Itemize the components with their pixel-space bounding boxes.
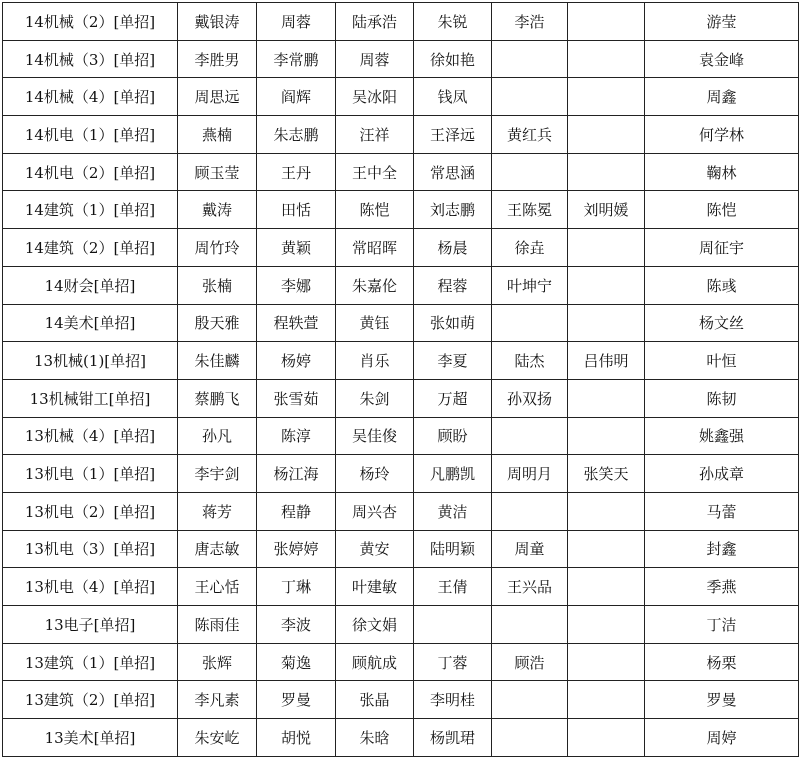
roster-body [3,3,799,757]
class-name-cell: 13机械钳工[单招] [3,379,178,417]
student-name-cell: 周兴杏 [336,492,414,530]
student-name-cell: 阎辉 [257,78,336,116]
student-name-cell: 凡鹏凯 [414,455,492,493]
teacher-name-cell: 袁金峰 [645,40,799,78]
teacher-name-cell: 陈韧 [645,379,799,417]
student-name-cell: 李明桂 [414,681,492,719]
student-name-cell: 陆明颖 [414,530,492,568]
student-name-cell: 菊逸 [257,643,336,681]
table-row [3,492,799,530]
class-name-cell: 13机械(1)[单招] [3,342,178,380]
student-name-cell: 杨江海 [257,455,336,493]
student-name-cell: 程轶萱 [257,304,336,342]
class-name-cell: 13机电（1）[单招] [3,455,178,493]
student-name-cell: 李夏 [414,342,492,380]
student-name-cell: 顾玉莹 [178,153,257,191]
student-name-cell: 唐志敏 [178,530,257,568]
student-name-cell: 周童 [492,530,568,568]
class-name-cell: 13电子[单招] [3,606,178,644]
student-name-cell [492,681,568,719]
teacher-name-cell: 封鑫 [645,530,799,568]
student-name-cell: 周蓉 [257,3,336,41]
table-row [3,40,799,78]
student-name-cell: 周思远 [178,78,257,116]
student-name-cell: 罗曼 [257,681,336,719]
student-name-cell: 周蓉 [336,40,414,78]
student-name-cell [492,492,568,530]
student-name-cell: 燕楠 [178,116,257,154]
student-name-cell [568,78,645,116]
student-name-cell: 吴佳俊 [336,417,414,455]
student-name-cell: 常思涵 [414,153,492,191]
class-name-cell: 13美术[单招] [3,719,178,757]
table-row [3,342,799,380]
student-name-cell [568,153,645,191]
student-name-cell: 张辉 [178,643,257,681]
student-name-cell: 张婷婷 [257,530,336,568]
student-name-cell: 张雪茹 [257,379,336,417]
student-name-cell: 杨晨 [414,229,492,267]
teacher-name-cell: 姚鑫强 [645,417,799,455]
student-name-cell: 李波 [257,606,336,644]
student-name-cell: 王心恬 [178,568,257,606]
table-row [3,266,799,304]
student-name-cell [492,153,568,191]
student-name-cell: 陈淳 [257,417,336,455]
student-name-cell: 胡悦 [257,719,336,757]
student-name-cell: 肖乐 [336,342,414,380]
student-name-cell: 朱剑 [336,379,414,417]
student-name-cell: 刘明媛 [568,191,645,229]
student-name-cell: 吕伟明 [568,342,645,380]
student-name-cell: 顾浩 [492,643,568,681]
student-name-cell: 顾盼 [414,417,492,455]
table-row [3,455,799,493]
student-name-cell: 杨玲 [336,455,414,493]
table-row [3,78,799,116]
table-row [3,606,799,644]
student-name-cell [568,568,645,606]
class-name-cell: 14机械（4）[单招] [3,78,178,116]
student-name-cell: 周竹玲 [178,229,257,267]
student-name-cell: 徐文娟 [336,606,414,644]
student-name-cell [492,606,568,644]
teacher-name-cell: 陈恺 [645,191,799,229]
teacher-name-cell: 陈彧 [645,266,799,304]
student-name-cell [568,417,645,455]
student-name-cell [568,304,645,342]
teacher-name-cell: 叶恒 [645,342,799,380]
student-name-cell: 叶坤宁 [492,266,568,304]
class-name-cell: 13机械（4）[单招] [3,417,178,455]
student-name-cell: 万超 [414,379,492,417]
teacher-name-cell: 周鑫 [645,78,799,116]
student-name-cell: 张如萌 [414,304,492,342]
class-name-cell: 14财会[单招] [3,266,178,304]
teacher-name-cell: 杨文丝 [645,304,799,342]
student-name-cell: 丁琳 [257,568,336,606]
student-name-cell: 钱凤 [414,78,492,116]
student-name-cell [492,304,568,342]
student-name-cell [568,492,645,530]
student-name-cell [414,606,492,644]
student-name-cell: 朱嘉伦 [336,266,414,304]
student-name-cell: 戴涛 [178,191,257,229]
student-name-cell: 叶建敏 [336,568,414,606]
student-name-cell: 徐如艳 [414,40,492,78]
table-row [3,643,799,681]
class-name-cell: 14建筑（2）[单招] [3,229,178,267]
table-row [3,417,799,455]
student-name-cell: 王中全 [336,153,414,191]
student-name-cell: 张楠 [178,266,257,304]
student-name-cell [568,719,645,757]
student-name-cell: 张晶 [336,681,414,719]
teacher-name-cell: 罗曼 [645,681,799,719]
table-row [3,530,799,568]
table-row [3,191,799,229]
teacher-name-cell: 季燕 [645,568,799,606]
student-name-cell: 黄钰 [336,304,414,342]
class-name-cell: 13建筑（2）[单招] [3,681,178,719]
student-name-cell [492,78,568,116]
teacher-name-cell: 杨栗 [645,643,799,681]
class-name-cell: 13机电（4）[单招] [3,568,178,606]
table-row [3,719,799,757]
student-name-cell: 张笑天 [568,455,645,493]
teacher-name-cell: 游莹 [645,3,799,41]
student-name-cell: 李宇剑 [178,455,257,493]
student-name-cell: 常昭晖 [336,229,414,267]
class-name-cell: 14美术[单招] [3,304,178,342]
student-name-cell: 黄洁 [414,492,492,530]
student-name-cell [568,266,645,304]
student-name-cell [568,379,645,417]
table-row [3,681,799,719]
teacher-name-cell: 马蕾 [645,492,799,530]
student-name-cell: 孙双扬 [492,379,568,417]
table-row [3,116,799,154]
student-name-cell: 程蓉 [414,266,492,304]
student-name-cell: 朱晗 [336,719,414,757]
student-name-cell: 戴银涛 [178,3,257,41]
student-name-cell: 朱锐 [414,3,492,41]
student-name-cell: 田恬 [257,191,336,229]
student-name-cell: 陈雨佳 [178,606,257,644]
student-name-cell: 汪祥 [336,116,414,154]
class-name-cell: 14机电（2）[单招] [3,153,178,191]
student-name-cell [492,417,568,455]
class-name-cell: 14机械（3）[单招] [3,40,178,78]
class-name-cell: 14建筑（1）[单招] [3,191,178,229]
student-name-cell: 黄颖 [257,229,336,267]
student-name-cell: 王丹 [257,153,336,191]
student-name-cell: 陈恺 [336,191,414,229]
student-name-cell [568,116,645,154]
table-row [3,229,799,267]
student-name-cell: 徐垚 [492,229,568,267]
student-name-cell: 黄安 [336,530,414,568]
teacher-name-cell: 孙成章 [645,455,799,493]
student-name-cell: 蒋芳 [178,492,257,530]
student-name-cell: 殷天雅 [178,304,257,342]
student-name-cell [492,719,568,757]
student-name-cell: 吴冰阳 [336,78,414,116]
teacher-name-cell: 丁洁 [645,606,799,644]
student-name-cell [568,530,645,568]
table-row [3,153,799,191]
student-name-cell: 刘志鹏 [414,191,492,229]
student-name-cell: 李胜男 [178,40,257,78]
student-name-cell: 李常鹏 [257,40,336,78]
table-row [3,3,799,41]
student-name-cell: 杨婷 [257,342,336,380]
student-name-cell [568,40,645,78]
table-row [3,568,799,606]
class-name-cell: 14机电（1）[单招] [3,116,178,154]
student-name-cell: 黄红兵 [492,116,568,154]
student-name-cell: 丁蓉 [414,643,492,681]
student-name-cell [568,229,645,267]
teacher-name-cell: 何学林 [645,116,799,154]
student-name-cell: 程静 [257,492,336,530]
student-name-cell: 王陈冕 [492,191,568,229]
student-name-cell: 蔡鹏飞 [178,379,257,417]
student-name-cell: 王兴品 [492,568,568,606]
class-name-cell: 13建筑（1）[单招] [3,643,178,681]
student-name-cell: 朱志鹏 [257,116,336,154]
student-name-cell: 朱佳麟 [178,342,257,380]
table-row [3,379,799,417]
student-name-cell [568,3,645,41]
student-name-cell: 周明月 [492,455,568,493]
student-name-cell: 李凡素 [178,681,257,719]
student-name-cell: 顾航成 [336,643,414,681]
student-name-cell: 孙凡 [178,417,257,455]
class-name-cell: 13机电（2）[单招] [3,492,178,530]
student-name-cell: 陆杰 [492,342,568,380]
student-name-cell: 李浩 [492,3,568,41]
roster-table [2,2,799,757]
student-name-cell: 李娜 [257,266,336,304]
teacher-name-cell: 鞠林 [645,153,799,191]
student-name-cell [568,681,645,719]
table-row [3,304,799,342]
student-name-cell: 王泽远 [414,116,492,154]
student-name-cell: 陆承浩 [336,3,414,41]
teacher-name-cell: 周婷 [645,719,799,757]
student-name-cell [568,606,645,644]
student-name-cell [492,40,568,78]
student-name-cell: 杨凯珺 [414,719,492,757]
student-name-cell [568,643,645,681]
teacher-name-cell: 周征宇 [645,229,799,267]
class-name-cell: 13机电（3）[单招] [3,530,178,568]
student-name-cell: 朱安屹 [178,719,257,757]
class-name-cell: 14机械（2）[单招] [3,3,178,41]
student-name-cell: 王倩 [414,568,492,606]
